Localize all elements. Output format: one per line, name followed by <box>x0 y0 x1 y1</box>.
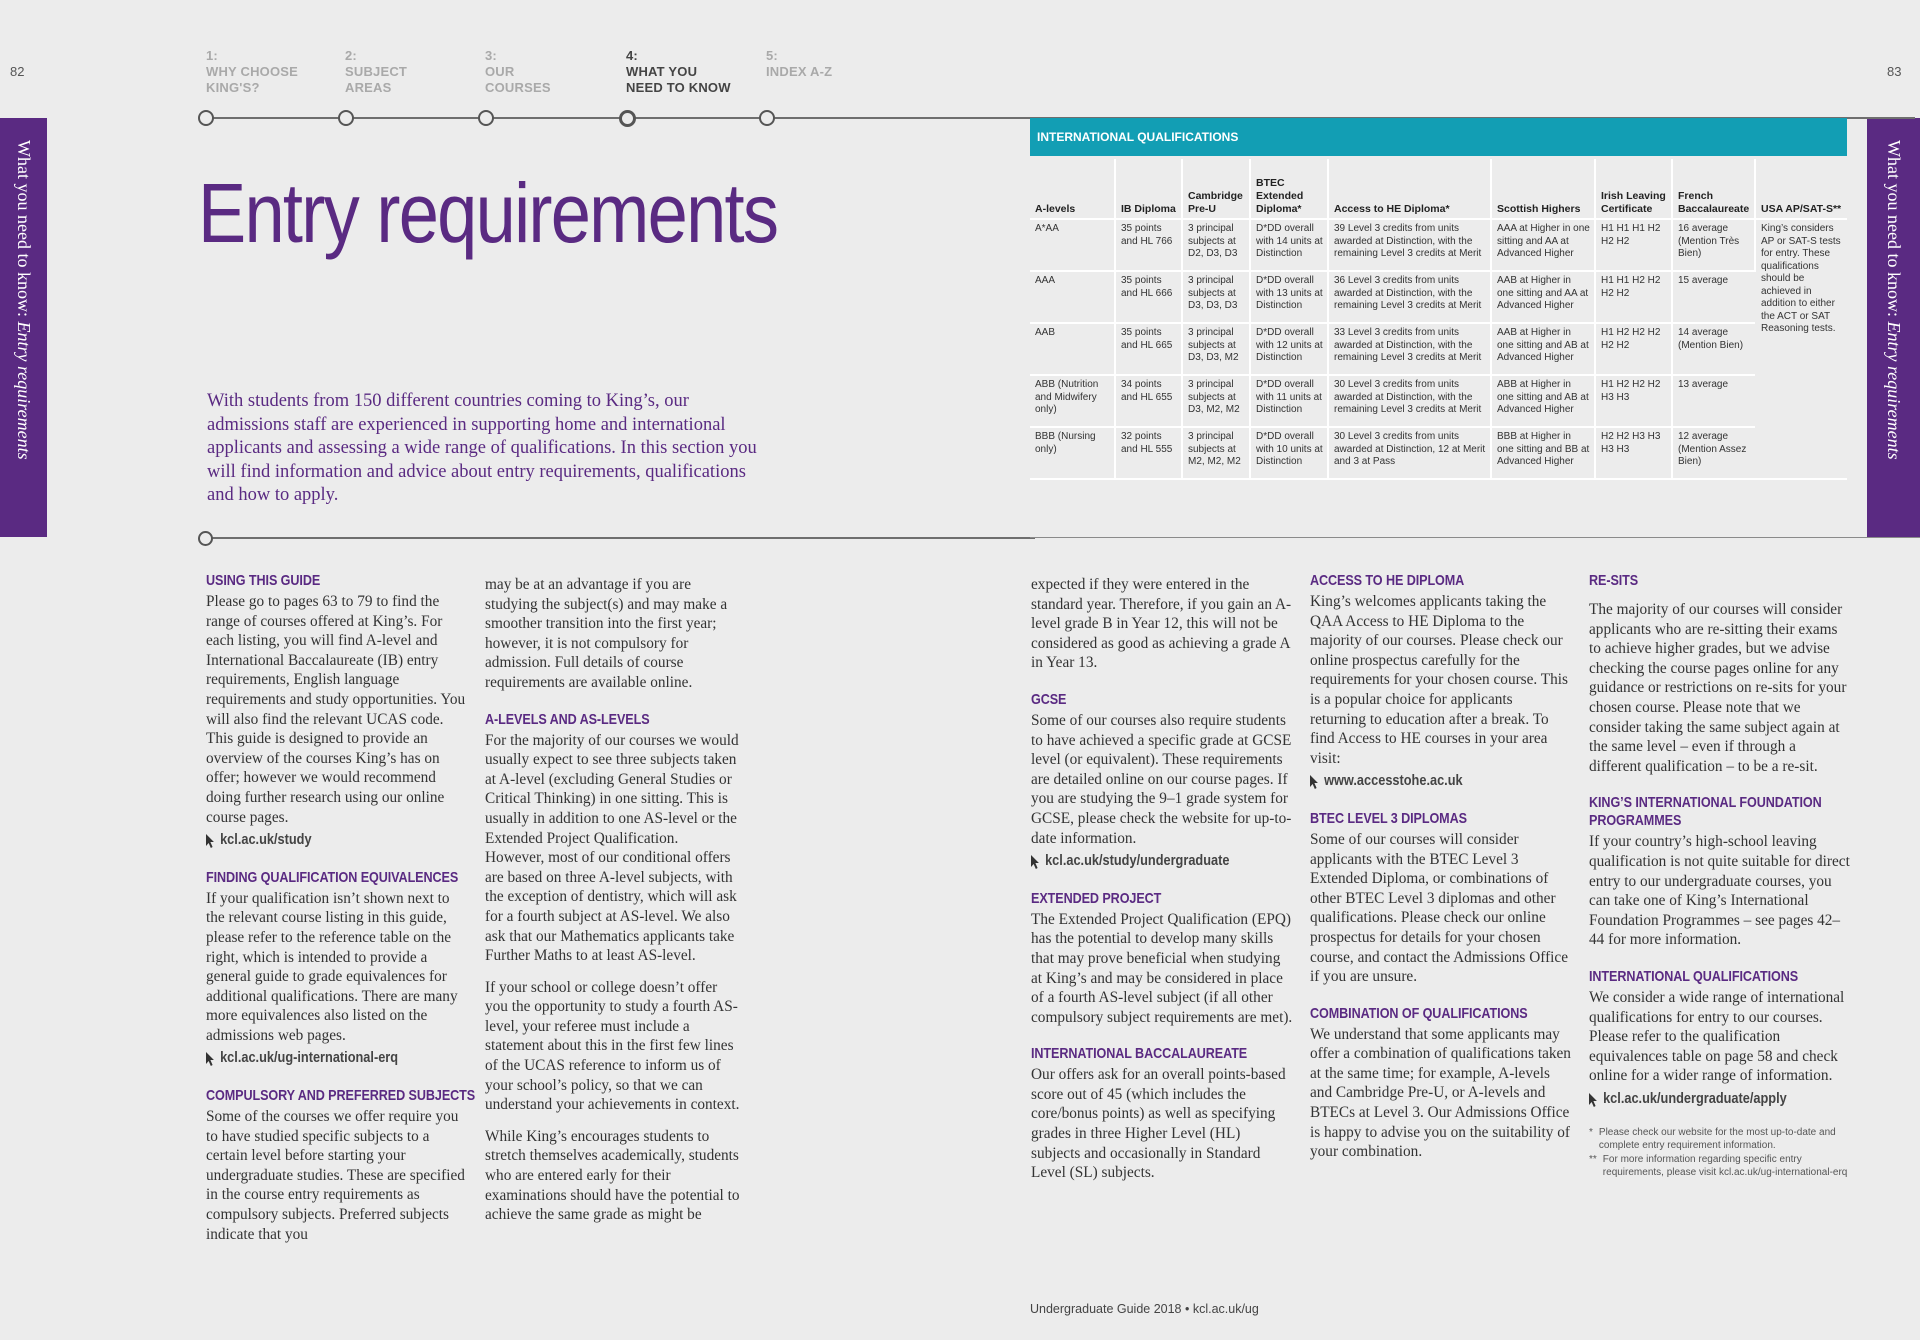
table-row <box>1030 271 1847 323</box>
text-col3-cont: expected if they were entered in the standard year. Therefore, if you gain an A-level grade B in Year 12, this will not be considered as good as achieving a grade A in Year 13. <box>1031 576 1292 672</box>
heading-using-guide: USING THIS GUIDE <box>206 572 321 589</box>
text-alevels-2: If your school or college doesn’t offer you the opportunity to study a fourth AS-level, your referee must include a statement about this in the first few lines of the UCAS reference to inform us of your school’s policy, so that we can understand your achievements in context. <box>485 978 740 1114</box>
table-cell: 36 Level 3 credits from units awarded at Distinction, with the remaining Level 3 credits at Merit <box>1328 271 1491 323</box>
footnote: ** For more information regarding specific entry requirements, please visit kcl.ac.uk/ug-international-erq <box>1589 1154 1848 1178</box>
side-tab-right: What you need to know: Entry requirements <box>1867 118 1920 537</box>
table-cell: 35 points and HL 666 <box>1115 271 1182 323</box>
page-number-left: 82 <box>10 64 25 79</box>
table-row <box>1030 323 1847 375</box>
cursor-arrow-icon <box>1310 775 1319 789</box>
heading-intl: INTERNATIONAL QUALIFICATIONS <box>1589 967 1799 985</box>
table-cell: 15 average <box>1672 271 1755 323</box>
nav-item-1[interactable]: 1: WHY CHOOSE KING'S? <box>206 48 299 95</box>
text-btec: Some of our courses will consider applicants with the BTEC Level 3 Extended Diploma, or combinations of other BTEC Level 3 diplomas and other qualifications. Please check our online prospectus for details for your chosen course, and contact the Admissions Office if you are unsure. <box>1310 830 1569 986</box>
page-number-right: 83 <box>1887 64 1902 79</box>
table-cell: 30 Level 3 credits from units awarded at Distinction, with the remaining Level 3 credits at Merit <box>1328 375 1491 427</box>
table-row <box>1030 427 1847 479</box>
table-cell: AAA at Higher in one sitting and AA at Advanced Higher <box>1491 219 1595 271</box>
text-alevels-1: For the majority of our courses we would usually expect to see three subjects taken at A-level (excluding General Studies or Critical Thinking) in one sitting. This is usually in addition to one AS-level or the Extended Project Qualification. However, most of our conditional offers are based on three A-level subjects, with the exception of dentistry, which will ask for a fourth subject at AS-level. We also ask that our Mathematics applicants take Further Maths to at least AS-level. <box>485 731 739 965</box>
table-cell: 16 average (Mention Très Bien) <box>1672 219 1755 271</box>
text-resits: The majority of our courses will consider applicants who are re-sitting their exams to achieve higher grades, but we advise checking the course pages online for any guidance or restrictions on re-sits for your chosen course. Please note that we consider taking the same subject again at the same level – even if through a different qualification – to be a re-sit. <box>1589 601 1847 775</box>
nav-item-2[interactable]: 2: SUBJECT AREAS <box>345 48 408 95</box>
col-header: A-levels <box>1030 159 1115 219</box>
table-cell: 13 average <box>1672 375 1755 427</box>
nav-dot-4-current[interactable] <box>619 110 636 127</box>
nav-item-4-current[interactable]: 4: WHAT YOU NEED TO KNOW <box>626 48 731 95</box>
link-international-erq[interactable]: kcl.ac.uk/ug-international-erq <box>206 1049 437 1069</box>
table-cell: H2 H2 H3 H3 H3 H3 <box>1595 427 1672 479</box>
table-cell: 35 points and HL 665 <box>1115 323 1182 375</box>
col-header: Access to HE Diploma* <box>1328 159 1491 219</box>
heading-combination: COMBINATION OF QUALIFICATIONS <box>1310 1004 1528 1022</box>
table-cell: 34 points and HL 655 <box>1115 375 1182 427</box>
table-cell: H1 H1 H2 H2 H2 H2 <box>1595 271 1672 323</box>
column-4 <box>1310 572 1572 1174</box>
divider-dot <box>198 531 213 546</box>
col-header: Scottish Highers <box>1491 159 1595 219</box>
text-intl: We consider a wide range of international qualifications for entry to our courses. Please refer to the qualification equivalences table on page 58 and check online for a wider range of information. <box>1589 988 1845 1085</box>
col-header: Irish Leaving Certificate <box>1595 159 1672 219</box>
nav-item-5[interactable]: 5: INDEX A-Z <box>766 48 833 79</box>
col-header: USA AP/SAT-S** <box>1755 159 1847 219</box>
table-cell: D*DD overall with 11 units at Distinction <box>1250 375 1328 427</box>
text-col2-cont: may be at an advantage if you are studying the subject(s) and may make a smoother transition into the first year; however, it is not compulsory for admission. Full details of course requirements are available online. <box>485 576 728 691</box>
table-cell: BBB (Nursing only) <box>1030 427 1115 479</box>
column-1 <box>206 572 476 1256</box>
heading-gcse: GCSE <box>1031 690 1067 708</box>
cursor-arrow-icon <box>1031 855 1040 869</box>
table-cell: D*DD overall with 12 units at Distinction <box>1250 323 1328 375</box>
nav-dot-1[interactable] <box>198 110 214 126</box>
table-cell: 30 Level 3 credits from units awarded at Distinction, 12 at Merit and 3 at Pass <box>1328 427 1491 479</box>
table-cell: A*AA <box>1030 219 1115 271</box>
column-2 <box>485 575 740 1237</box>
cursor-arrow-icon <box>206 1052 215 1066</box>
col-header: Cambridge Pre-U <box>1182 159 1250 219</box>
heading-compulsory: COMPULSORY AND PREFERRED SUBJECTS <box>206 1087 476 1105</box>
footnote: * Please check our website for the most up-to-date and complete entry requirement information. <box>1589 1127 1836 1151</box>
table-cell: H1 H1 H1 H2 H2 H2 <box>1595 219 1672 271</box>
qualifications-table <box>1030 118 1847 480</box>
text-using-guide: Please go to pages 63 to 79 to find the range of courses offered at King’s. For each listing, you will find A-level and International Baccalaureate (IB) entry requirements, English language requirements and study opportunities. You will also find the relevant UCAS code. This guide is designed to provide an overview of the courses King’s has on offer; however we would recommend doing further research using our online course pages. <box>206 593 466 826</box>
table-cell: AAB <box>1030 323 1115 375</box>
text-extended: The Extended Project Qualification (EPQ) has the potential to develop many skills that may prove beneficial when studying at King’s and may be considered in place of a fourth AS-level subject (if all other compulsory subject requirements are met). <box>1031 910 1293 1026</box>
nav-dot-5[interactable] <box>759 110 775 126</box>
side-tab-left: What you need to know: Entry requirements <box>0 118 47 537</box>
table-cell: 33 Level 3 credits from units awarded at Distinction, with the remaining Level 3 credits at Merit <box>1328 323 1491 375</box>
link-undergraduate[interactable]: kcl.ac.uk/study/undergraduate <box>1031 852 1262 872</box>
table-cell: H1 H2 H2 H2 H3 H3 <box>1595 375 1672 427</box>
heading-ib: INTERNATIONAL BACCALAUREATE <box>1031 1045 1248 1063</box>
text-gcse: Some of our courses also require students to have achieved a specific grade at GCSE level (or equivalent). These requirements are detailed online on our course pages. If you are studying the 9–1 grade system for GCSE, please check the website for up-to-date information. <box>1031 711 1292 847</box>
table-cell: 3 principal subjects at D3, M2, M2 <box>1182 375 1250 427</box>
column-5 <box>1589 572 1851 1181</box>
text-alevels-3: While King’s encourages students to stretch themselves academically, students who are entered early for their examinations should have the potential to achieve the same grade as might be <box>485 1127 740 1224</box>
heading-resits: RE-SITS <box>1589 572 1639 589</box>
col-header: IB Diploma <box>1115 159 1182 219</box>
table-cell: 35 points and HL 766 <box>1115 219 1182 271</box>
link-study[interactable]: kcl.ac.uk/study <box>206 831 437 851</box>
table-cell: 32 points and HL 555 <box>1115 427 1182 479</box>
col-header: BTEC Extended Diploma* <box>1250 159 1328 219</box>
table-cell: D*DD overall with 10 units at Distinction <box>1250 427 1328 479</box>
column-3 <box>1031 575 1293 1195</box>
table-row <box>1030 375 1847 427</box>
table-cell: ABB (Nutrition and Midwifery only) <box>1030 375 1115 427</box>
heading-extended: EXTENDED PROJECT <box>1031 889 1162 907</box>
heading-btec: BTEC LEVEL 3 DIPLOMAS <box>1310 809 1467 827</box>
footnotes <box>1589 1127 1851 1179</box>
link-apply[interactable]: kcl.ac.uk/undergraduate/apply <box>1589 1090 1820 1110</box>
table-cell: 12 average (Mention Assez Bien) <box>1672 427 1755 479</box>
table-cell: 3 principal subjects at D3, D3, M2 <box>1182 323 1250 375</box>
table-row <box>1030 219 1847 271</box>
cursor-arrow-icon <box>1589 1093 1598 1107</box>
table-cell: D*DD overall with 14 units at Distinction <box>1250 219 1328 271</box>
table-cell: 14 average (Mention Bien) <box>1672 323 1755 375</box>
table-cell: H1 H2 H2 H2 H2 H2 <box>1595 323 1672 375</box>
table-cell: 3 principal subjects at D3, D3, D3 <box>1182 271 1250 323</box>
divider-line-right <box>1030 537 1920 538</box>
divider-line <box>205 537 1035 539</box>
table-cell: D*DD overall with 13 units at Distinction <box>1250 271 1328 323</box>
table-cell: BBB at Higher in one sitting and BB at Advanced Higher <box>1491 427 1595 479</box>
heading-finding: FINDING QUALIFICATION EQUIVALENCES <box>206 868 459 886</box>
table-cell: ABB at Higher in one sitting and AB at Advanced Higher <box>1491 375 1595 427</box>
table-cell: 3 principal subjects at D2, D3, D3 <box>1182 219 1250 271</box>
table-cell: AAB at Higher in one sitting and AB at Advanced Higher <box>1491 323 1595 375</box>
heading-alevels: A-LEVELS AND AS-LEVELS <box>485 710 650 728</box>
table-title: INTERNATIONAL QUALIFICATIONS <box>1030 118 1847 156</box>
intro-text: With students from 150 different countries coming to King’s, our admissions staff are experienced in supporting home and international applicants and assessing a wide range of qualifications. In this section you will find information and advice about entry requirements, qualifications and how to apply. <box>207 391 757 505</box>
nav-dot-2[interactable] <box>338 110 354 126</box>
text-access: King’s welcomes applicants taking the QAA Access to HE Diploma to the majority of our courses. Please check our online prospectus carefully for the requirements for your chosen course. This is a popular choice for applicants returning to education after a break. To find Access to HE courses in your area visit: <box>1310 593 1568 767</box>
nav-dot-3[interactable] <box>478 110 494 126</box>
text-foundation: If your country’s high-school leaving qualification is not quite suitable for direct entry to our undergraduate courses, you can take one of King’s International Foundation Programmes – see pages 42–44 for more information. <box>1589 833 1850 949</box>
text-ib: Our offers ask for an overall points-based score out of 45 (which includes the core/bonus points) as well as specifying grades in three Higher Level (HL) subjects and occasionally in Standard Level (SL) subjects. <box>1031 1066 1286 1182</box>
heading-access: ACCESS TO HE DIPLOMA <box>1310 572 1465 589</box>
footer: Undergraduate Guide 2018 • kcl.ac.uk/ug <box>1030 1302 1259 1316</box>
text-compulsory: Some of the courses we offer require you to have studied specific subjects to a certain level before starting your undergraduate studies. These are specified in the course entry requirements as compulsory subjects. Preferred subjects indicate that you <box>206 1108 465 1243</box>
text-combination: We understand that some applicants may offer a combination of qualifications taken at the same time; for example, A-levels and Cambridge Pre-U, or A-levels and BTECs at Level 3. Our Admissions Office is happy to advise you on the suitability of your combination. <box>1310 1025 1571 1161</box>
cursor-arrow-icon <box>206 834 215 848</box>
nav-item-3[interactable]: 3: OUR COURSES <box>485 48 551 95</box>
page-title: Entry requirements <box>198 166 778 260</box>
text-finding: If your qualification isn’t shown next to the relevant course listing in this guide, please refer to the reference table on the right, which is intended to provide a general guide to grade equivalences for additional qualifications. There are many more equivalences also listed on the admissions web pages. <box>206 889 458 1044</box>
link-accesstohe[interactable]: www.accesstohe.ac.uk <box>1310 772 1541 792</box>
table-cell: 39 Level 3 credits from units awarded at Distinction, with the remaining Level 3 credits at Merit <box>1328 219 1491 271</box>
heading-foundation: KING’S INTERNATIONAL FOUNDATION PROGRAMMES <box>1589 794 1822 830</box>
col-header: French Baccalaureate <box>1672 159 1755 219</box>
usa-note-cell: King’s considers AP or SAT-S tests for entry. These qualifications should be achieved in addition to either the ACT or SAT Reasoning tests. <box>1755 219 1847 479</box>
table-cell: AAA <box>1030 271 1115 323</box>
table-cell: 3 principal subjects at M2, M2, M2 <box>1182 427 1250 479</box>
table-cell: AAB at Higher in one sitting and AA at Advanced Higher <box>1491 271 1595 323</box>
